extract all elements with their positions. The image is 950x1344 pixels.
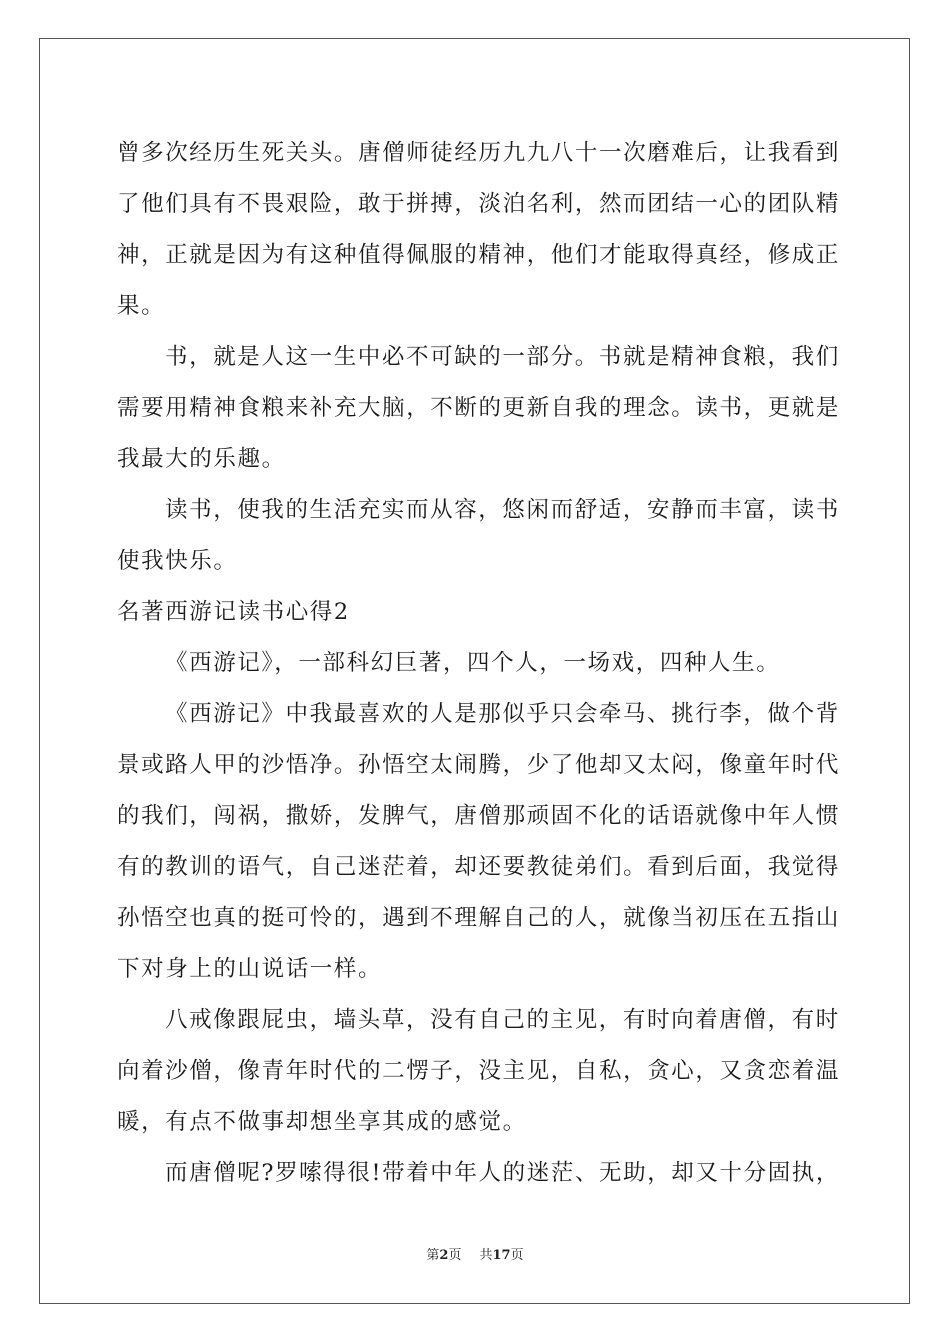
- text-line: 《西游记》中我最喜欢的人是那似乎只会牵马、挑行李，做个背: [165, 701, 840, 727]
- total-pages: 17: [492, 1248, 511, 1263]
- text-line: 而唐僧呢?罗嗦得很!带着中年人的迷茫、无助，却又十分固执，: [165, 1160, 841, 1186]
- section-heading: 名著西游记读书心得2: [117, 599, 350, 625]
- text-line: 下对身上的山说话一样。: [117, 956, 383, 982]
- text-line: 的我们，闯祸，撒娇，发脾气，唐僧那顽固不化的话语就像中年人惯: [117, 803, 841, 829]
- text-line: 有的教训的语气，自己迷茫着，却还要教徒弟们。看到后面，我觉得: [117, 854, 841, 880]
- page-prefix: 第: [426, 1248, 440, 1263]
- text-line: 孙悟空也真的挺可怜的，遇到不理解自己的人，就像当初压在五指山: [117, 905, 841, 931]
- text-line: 暖，有点不做事却想坐享其成的感觉。: [117, 1109, 527, 1135]
- text-line: 我最大的乐趣。: [117, 446, 286, 472]
- text-line: 需要用精神食粮来补充大脑，不断的更新自我的理念。读书，更就是: [117, 395, 841, 421]
- text-line: 向着沙僧，像青年时代的二愣子，没主见，自私，贪心，又贪恋着温: [117, 1058, 841, 1084]
- text-line: 景或路人甲的沙悟净。孙悟空太闹腾，少了他却又太闷，像童年时代: [117, 752, 841, 778]
- text-line: 果。: [117, 293, 166, 319]
- page-footer: [0, 1248, 950, 1264]
- page-number: 2: [439, 1248, 449, 1263]
- text-line: 神，正就是因为有这种值得佩服的精神，他们才能取得真经，修成正: [117, 242, 841, 268]
- text-line: 使我快乐。: [117, 548, 238, 574]
- text-line: 曾多次经历生死关头。唐僧师徒经历九九八十一次磨难后，让我看到: [117, 140, 841, 166]
- text-line: 八戒像跟屁虫，墙头草，没有自己的主见，有时向着唐僧，有时: [165, 1007, 840, 1033]
- text-line: 书，就是人这一生中必不可缺的一部分。书就是精神食粮，我们: [165, 344, 840, 370]
- text-line: 了他们具有不畏艰险，敢于拼搏，淡泊名利，然而团结一心的团队精: [117, 191, 841, 217]
- total-suffix: 页: [510, 1248, 524, 1263]
- total-prefix: 共: [479, 1248, 493, 1263]
- page-suffix: 页: [448, 1248, 462, 1263]
- text-line: 《西游记》，一部科幻巨著，四个人，一场戏，四种人生。: [165, 650, 781, 676]
- text-line: 读书，使我的生活充实而从容，悠闲而舒适，安静而丰富，读书: [165, 497, 840, 523]
- document-body: [117, 128, 841, 1199]
